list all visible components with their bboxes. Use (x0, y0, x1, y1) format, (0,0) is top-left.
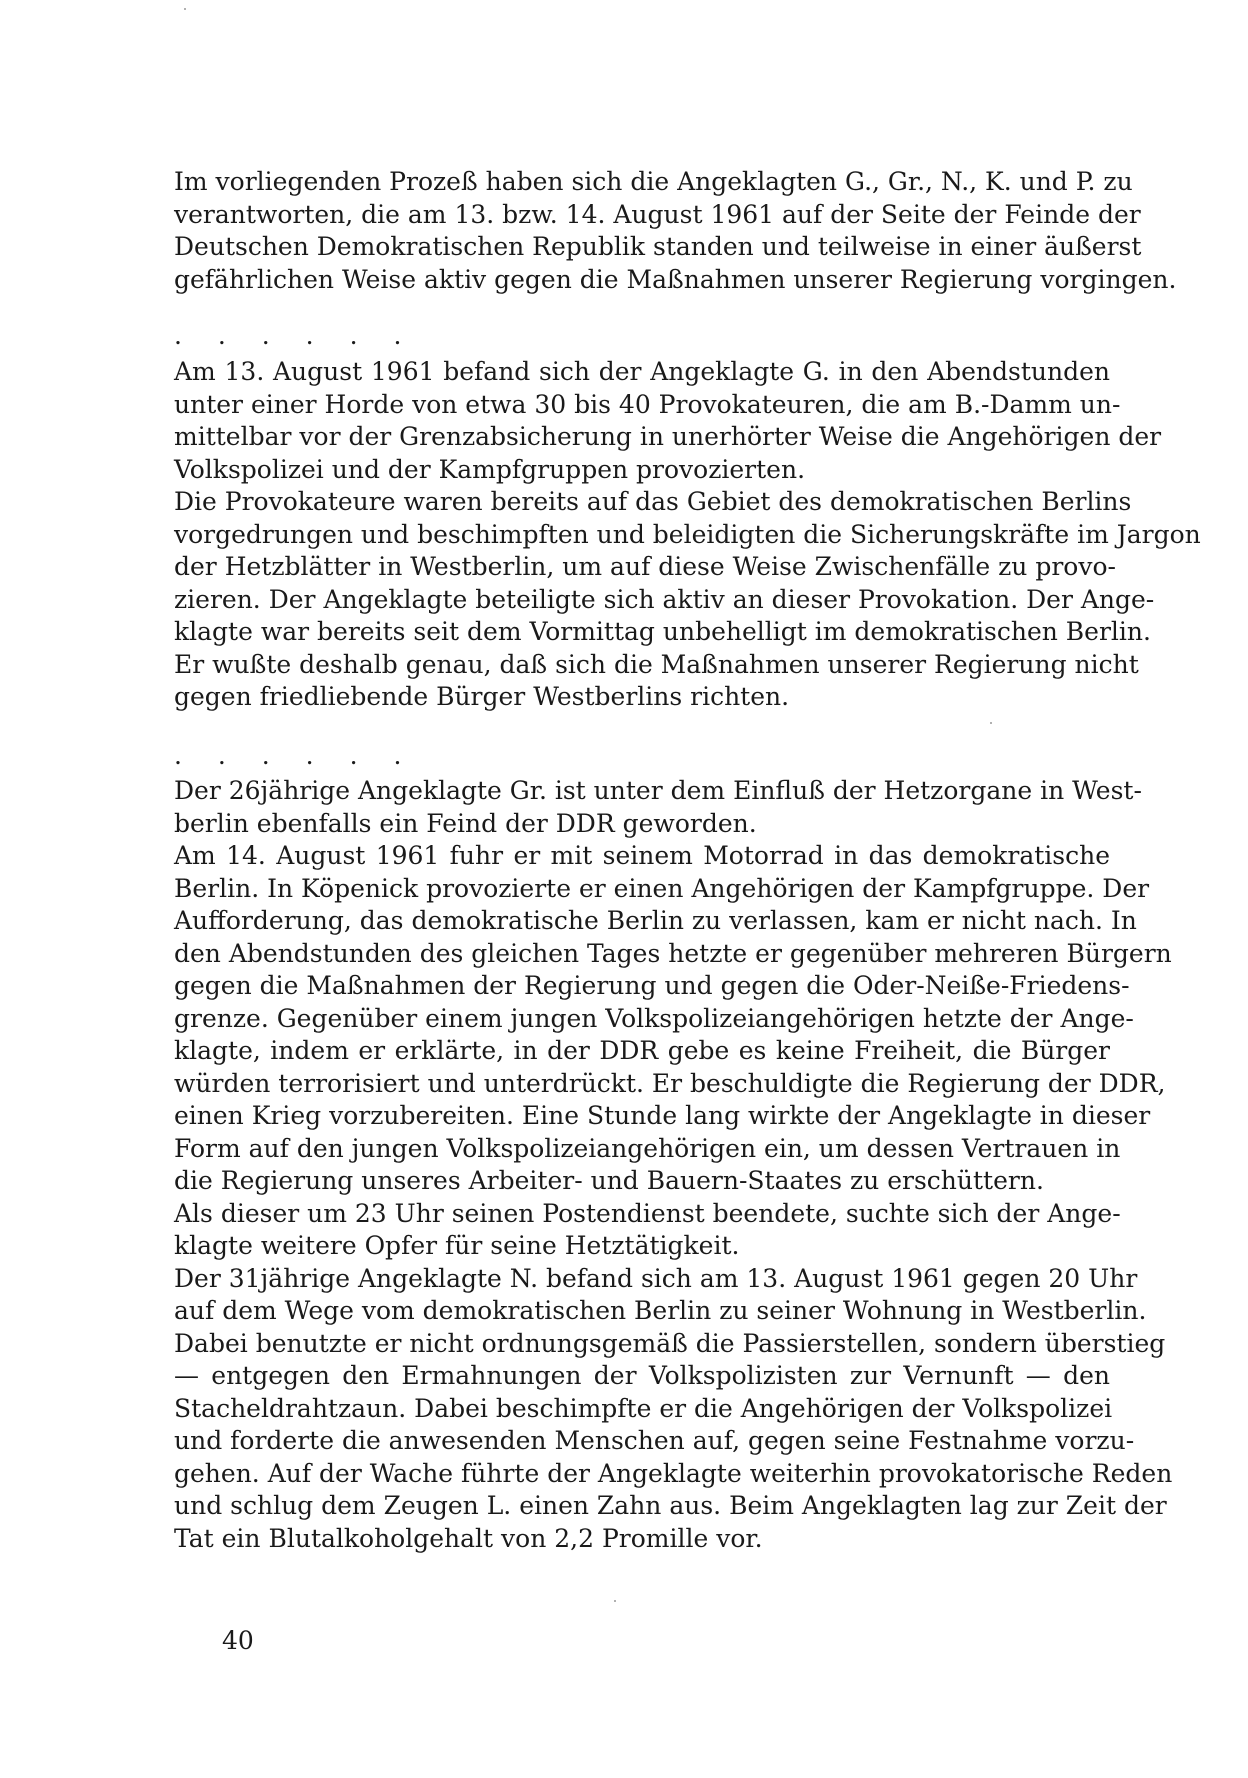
text-line: der Hetzblätter in Westberlin, um auf diese Weise Zwischenfälle zu provo- (174, 552, 1116, 581)
text-line: Die Provokateure waren bereits auf das Gebiet des demokratischen Berlins (174, 487, 1132, 516)
text-line: Als dieser um 23 Uhr seinen Postendienst beendete, suchte sich der Ange- (174, 1198, 1121, 1228)
text-line: gegen die Maßnahmen der Regierung und gegen die Oder-Neiße-Friedens- (174, 971, 1130, 1000)
text-line: mittelbar vor der Grenzabsicherung in unerhörter Weise die Angehörigen der (174, 422, 1162, 451)
text-line: Der 26jährige Angeklagte Gr. ist unter dem Einfluß der Hetzorgane in West- (174, 776, 1142, 805)
ellipsis-separator: . . . . . . (174, 321, 416, 350)
text-line: Aufforderung, das demokratische Berlin zu verlassen, kam er nicht nach. In (174, 906, 1137, 935)
text-line: die Regierung unseres Arbeiter- und Bauern-Staates zu erschüttern. (174, 1166, 1044, 1195)
text-line: Er wußte deshalb genau, daß sich die Maßnahmen unserer Regierung nicht (174, 649, 1139, 679)
text-line: gefährlichen Weise aktiv gegen die Maßnahmen unserer Regierung vorgingen. (174, 264, 1177, 294)
text-line: vorgedrungen und beschimpften und beleidigten die Sicherungskräfte im Jargon (174, 519, 1201, 549)
text-line: verantworten, die am 13. bzw. 14. August 1961 auf der Seite der Feinde der (174, 199, 1141, 229)
text-line: klagte weitere Opfer für seine Hetztätigkeit. (174, 1231, 740, 1260)
text-line: Tat ein Blutalkoholgehalt von 2,2 Promille vor. (174, 1523, 763, 1553)
text-line: gegen friedliebende Bürger Westberlins richten. (174, 682, 790, 711)
text-line: Der 31jährige Angeklagte N. befand sich am 13. August 1961 gegen 20 Uhr (174, 1263, 1138, 1293)
text-line: Deutschen Demokratischen Republik standen und teilweise in einer äußerst (174, 232, 1142, 261)
scan-speck (614, 1600, 616, 1602)
text-line: klagte war bereits seit dem Vormittag unbehelligt im demokratischen Berlin. (174, 617, 1151, 646)
scan-speck (184, 8, 186, 10)
text-line: Am 13. August 1961 befand sich der Angeklagte G. in den Abendstunden (174, 357, 1110, 386)
text-line: — entgegen den Ermahnungen der Volkspolizisten zur Vernunft — den (174, 1361, 1110, 1390)
text-line: zieren. Der Angeklagte beteiligte sich aktiv an dieser Provokation. Der Ange- (174, 584, 1155, 614)
text-line: Im vorliegenden Prozeß haben sich die Angeklagten G., Gr., N., K. und P. zu (174, 167, 1133, 196)
text-line: Form auf den jungen Volkspolizeiangehörigen ein, um dessen Vertrauen in (174, 1133, 1121, 1163)
text-line: Volkspolizei und der Kampfgruppen provozierten. (174, 454, 806, 484)
text-line: gehen. Auf der Wache führte der Angeklagte weiterhin provokatorische Reden (174, 1458, 1173, 1488)
text-line: würden terrorisiert und unterdrückt. Er beschuldigte die Regierung der DDR, (174, 1068, 1166, 1098)
text-line: Dabei benutzte er nicht ordnungsgemäß die Passierstellen, sondern überstieg (174, 1328, 1166, 1358)
paragraph-defendants-gr-n (174, 775, 1173, 1555)
text-line: und schlug dem Zeugen L. einen Zahn aus. Beim Angeklagten lag zur Zeit der (174, 1491, 1167, 1520)
scan-speck (990, 722, 992, 724)
text-line: Am 14. August 1961 fuhr er mit seinem Motorrad in das demokratische (174, 841, 1110, 870)
text-line: einen Krieg vorzubereiten. Eine Stunde lang wirkte der Angeklagte in dieser (174, 1101, 1151, 1130)
ellipsis-separator: . . . . . . (174, 741, 416, 770)
text-line: auf dem Wege vom demokratischen Berlin zu seiner Wohnung in Westberlin. (174, 1296, 1147, 1325)
page-number: 40 (222, 1626, 254, 1655)
paragraph-intro (174, 166, 1177, 296)
paragraph-defendant-g (174, 356, 1201, 714)
text-line: klagte, indem er erklärte, in der DDR gebe es keine Freiheit, die Bürger (174, 1036, 1110, 1065)
text-line: berlin ebenfalls ein Feind der DDR geworden. (174, 808, 757, 838)
text-line: den Abendstunden des gleichen Tages hetzte er gegenüber mehreren Bürgern (174, 938, 1172, 968)
text-line: unter einer Horde von etwa 30 bis 40 Provokateuren, die am B.-Damm un- (174, 389, 1121, 419)
text-line: grenze. Gegenüber einem jungen Volkspolizeiangehörigen hetzte der Ange- (174, 1003, 1134, 1033)
text-line: Berlin. In Köpenick provozierte er einen Angehörigen der Kampfgruppe. Der (174, 873, 1150, 903)
text-line: und forderte die anwesenden Menschen auf, gegen seine Festnahme vorzu- (174, 1426, 1135, 1455)
text-line: Stacheldrahtzaun. Dabei beschimpfte er die Angehörigen der Volkspolizei (174, 1393, 1113, 1423)
